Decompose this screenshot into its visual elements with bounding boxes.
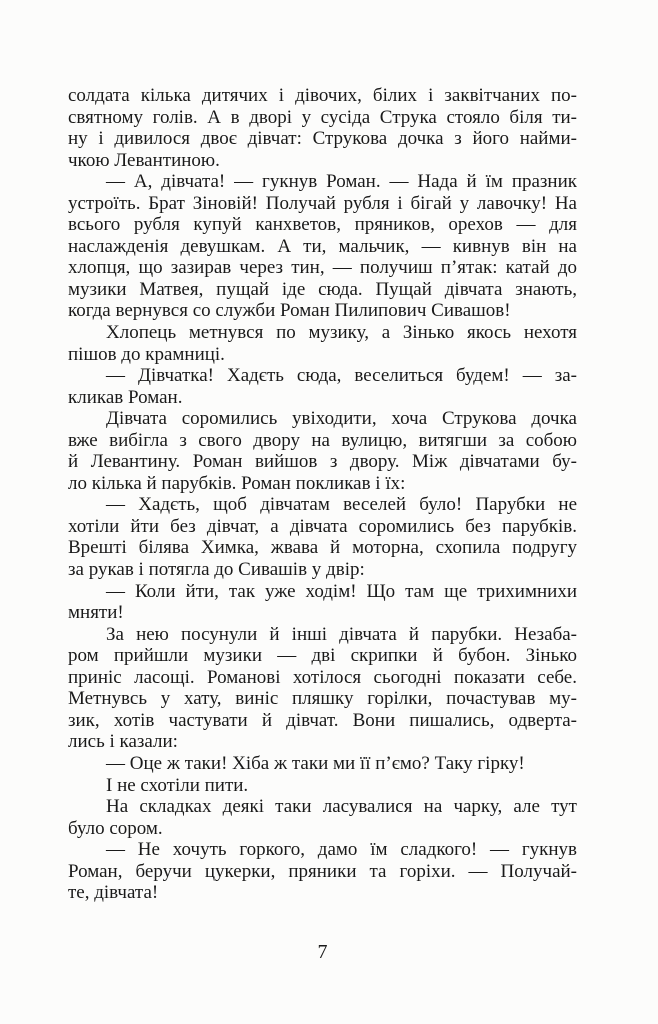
text-line: наслажденія девушкам. А ти, мальчик, — кивнув він на: [68, 235, 577, 257]
text-line: приніс ласощі. Романові хотілося сьогодні показати себе.: [68, 666, 577, 688]
text-line: ло кілька й парубків. Роман покликав і їх:: [68, 472, 406, 494]
text-line: На складках деякі таки ласувалися на чарку, але тут: [106, 796, 577, 818]
text-line: Дівчата соромились увіходити, хоча Струкова дочка: [106, 408, 577, 430]
text-line: солдата кілька дитячих і дівочих, білих і заквітчаних по-: [68, 85, 577, 106]
text-line: зик, хотів частувати й дівчат. Вони пишались, одверта-: [68, 709, 577, 731]
text-line: за рукав і потягла до Сивашів у двір:: [68, 559, 365, 581]
text-line: Роман, беручи цукерки, пряники та горіхи. — Получай-: [68, 860, 577, 882]
page-text: [68, 85, 577, 904]
text-line: пішов до крамниці.: [68, 343, 225, 365]
text-line: За нею посунули й інші дівчата й парубки. Незаба-: [106, 623, 577, 645]
text-line: — Хадєть, щоб дівчатам веселей було! Парубки не: [106, 494, 577, 516]
text-line: кликав Роман.: [68, 386, 183, 408]
text-line: мняти!: [68, 602, 124, 624]
text-line: лись і казали:: [68, 731, 178, 753]
text-line: хотіли йти без дівчат, а дівчата соромились без парубків.: [68, 515, 577, 537]
text-line: — Дівчатка! Хадєть сюда, веселиться будем! — за-: [106, 365, 577, 387]
text-line: й Левантину. Роман вийшов з двору. Між дівчатами бу-: [68, 451, 577, 473]
text-line: вже вибігла з свого двору на вулицю, витягши за собою: [68, 429, 577, 451]
text-line: музики Матвея, пущай іде сюда. Пущай дівчата знають,: [68, 278, 577, 300]
text-line: Хлопець метнувся по музику, а Зінько якось нехотя: [106, 322, 577, 344]
text-line: ну і дивилося двоє дівчат: Струкова дочка з його найми-: [68, 128, 577, 150]
text-line: когда вернувся со служби Роман Пилипович Сивашов!: [68, 300, 511, 322]
text-line: те, дівчата!: [68, 882, 159, 904]
page-number: 7: [317, 941, 328, 963]
text-line: всього рубля купуй канхветов, пряников, орехов — для: [68, 214, 577, 236]
text-line: устроїть. Брат Зіновій! Получай рубля і бігай у лавочку! На: [68, 192, 577, 214]
text-line: І не схотіли пити.: [106, 774, 249, 796]
text-line: — А, дівчата! — гукнув Роман. — Нада й їм празник: [106, 171, 577, 193]
text-line: — Коли йти, так уже ходім! Що там ще трихимнихи: [106, 580, 577, 602]
text-line: святному голів. А в дворі у сусіда Струка стояло біля ти-: [68, 106, 577, 128]
text-line: чкою Левантиною.: [68, 149, 220, 171]
text-line: ром прийшли музики — дві скрипки й бубон. Зінько: [68, 645, 577, 667]
text-line: — Не хочуть горкого, дамо їм сладкого! — гукнув: [106, 839, 577, 861]
text-line: Врешті білява Химка, жвава й моторна, схопила подругу: [68, 537, 577, 559]
text-line: було сором.: [68, 817, 163, 839]
text-line: Метнувсь у хату, виніс пляшку горілки, почастував му-: [68, 688, 577, 710]
text-line: — Оце ж таки! Хіба ж таки ми її п’ємо? Таку гірку!: [106, 752, 525, 774]
text-line: хлопця, що зазирав через тин, — получиш п’ятак: катай до: [68, 257, 577, 279]
